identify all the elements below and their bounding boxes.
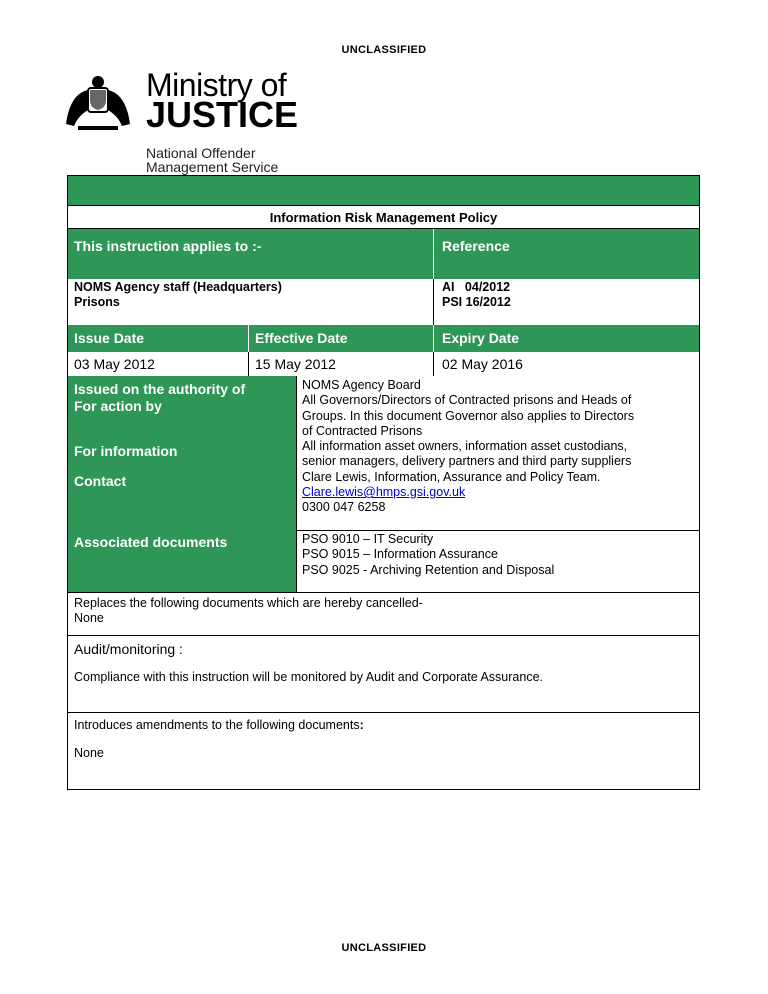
effective-date-label: Effective Date bbox=[255, 330, 348, 346]
expiry-date: 02 May 2016 bbox=[442, 356, 523, 372]
effective-date: 15 May 2012 bbox=[255, 356, 336, 372]
applies-values bbox=[74, 280, 282, 310]
applies-header: This instruction applies to :- bbox=[74, 238, 262, 254]
issue-date-label: Issue Date bbox=[74, 330, 145, 346]
issue-date: 03 May 2012 bbox=[74, 356, 155, 372]
reference-header: Reference bbox=[442, 238, 510, 254]
contact-phone: 0300 047 6258 bbox=[302, 500, 386, 515]
contact-email-link[interactable]: Clare.lewis@hmps.gsi.gov.uk bbox=[302, 485, 466, 500]
authority-details bbox=[302, 378, 634, 516]
audit-text: Compliance with this instruction will be monitored by Audit and Corporate Assurance. bbox=[74, 670, 543, 684]
replaces-line-2: None bbox=[74, 611, 104, 625]
assoc-doc-1: PSO 9010 – IT Security bbox=[302, 532, 434, 546]
action-line-3: of Contracted Prisons bbox=[302, 423, 423, 438]
action-line-2: Groups. In this document Governor also applies to Directors bbox=[302, 408, 635, 423]
action-label: For action by bbox=[74, 398, 162, 414]
reference-values bbox=[442, 280, 511, 310]
logo-title-line2: JUSTICE bbox=[146, 94, 299, 135]
contact-line-1: Clare Lewis, Information, Assurance and Policy Team. bbox=[302, 469, 601, 484]
assoc-doc-2: PSO 9015 – Information Assurance bbox=[302, 547, 498, 562]
applies-header-row bbox=[67, 229, 700, 279]
classification-top: UNCLASSIFIED bbox=[341, 44, 427, 56]
info-line-2: senior managers, delivery partners and third party suppliers bbox=[302, 454, 632, 469]
logo-sub-line1: National Offender bbox=[146, 145, 256, 161]
authority-label: Issued on the authority of bbox=[74, 381, 246, 397]
dates-values-row bbox=[67, 352, 700, 376]
applies-line-2: Prisons bbox=[74, 295, 120, 309]
expiry-date-label: Expiry Date bbox=[442, 330, 520, 346]
info-line-1: All information asset owners, information asset custodians, bbox=[302, 439, 628, 454]
classification-bottom: UNCLASSIFIED bbox=[341, 942, 427, 954]
document-title: Information Risk Management Policy bbox=[269, 210, 498, 225]
authority-value: NOMS Agency Board bbox=[302, 378, 421, 392]
logo-subtitle bbox=[146, 146, 278, 174]
logo-title bbox=[146, 67, 299, 135]
associated-documents-label: Associated documents bbox=[74, 534, 228, 550]
contact-label: Contact bbox=[74, 473, 127, 489]
action-line-1: All Governors/Directors of Contracted prisons and Heads of bbox=[302, 393, 632, 408]
replaces-line-1: Replaces the following documents which are hereby cancelled- bbox=[74, 596, 423, 610]
audit-heading: Audit/monitoring : bbox=[74, 641, 183, 657]
dates-header-row bbox=[67, 325, 700, 352]
assoc-doc-3: PSO 9025 - Archiving Retention and Disposal bbox=[302, 562, 555, 577]
replaces-text bbox=[74, 596, 423, 626]
associated-documents-list bbox=[302, 532, 554, 578]
logo-title-line1: Ministry of bbox=[146, 67, 287, 103]
reference-line-1: AI 04/2012 bbox=[442, 280, 511, 294]
logo-sub-line2: Management Service bbox=[146, 159, 279, 175]
reference-line-2: PSI 16/2012 bbox=[442, 295, 511, 309]
amendments-heading-colon: : bbox=[359, 718, 364, 732]
info-label: For information bbox=[74, 443, 178, 459]
amendments-heading-text: Introduces amendments to the following documents bbox=[74, 718, 360, 732]
top-banner bbox=[67, 175, 700, 206]
amendments-value: None bbox=[74, 746, 104, 760]
amendments-heading bbox=[74, 718, 364, 732]
applies-line-1: NOMS Agency staff (Headquarters) bbox=[74, 280, 282, 294]
royal-coat-of-arms-icon bbox=[58, 74, 138, 134]
